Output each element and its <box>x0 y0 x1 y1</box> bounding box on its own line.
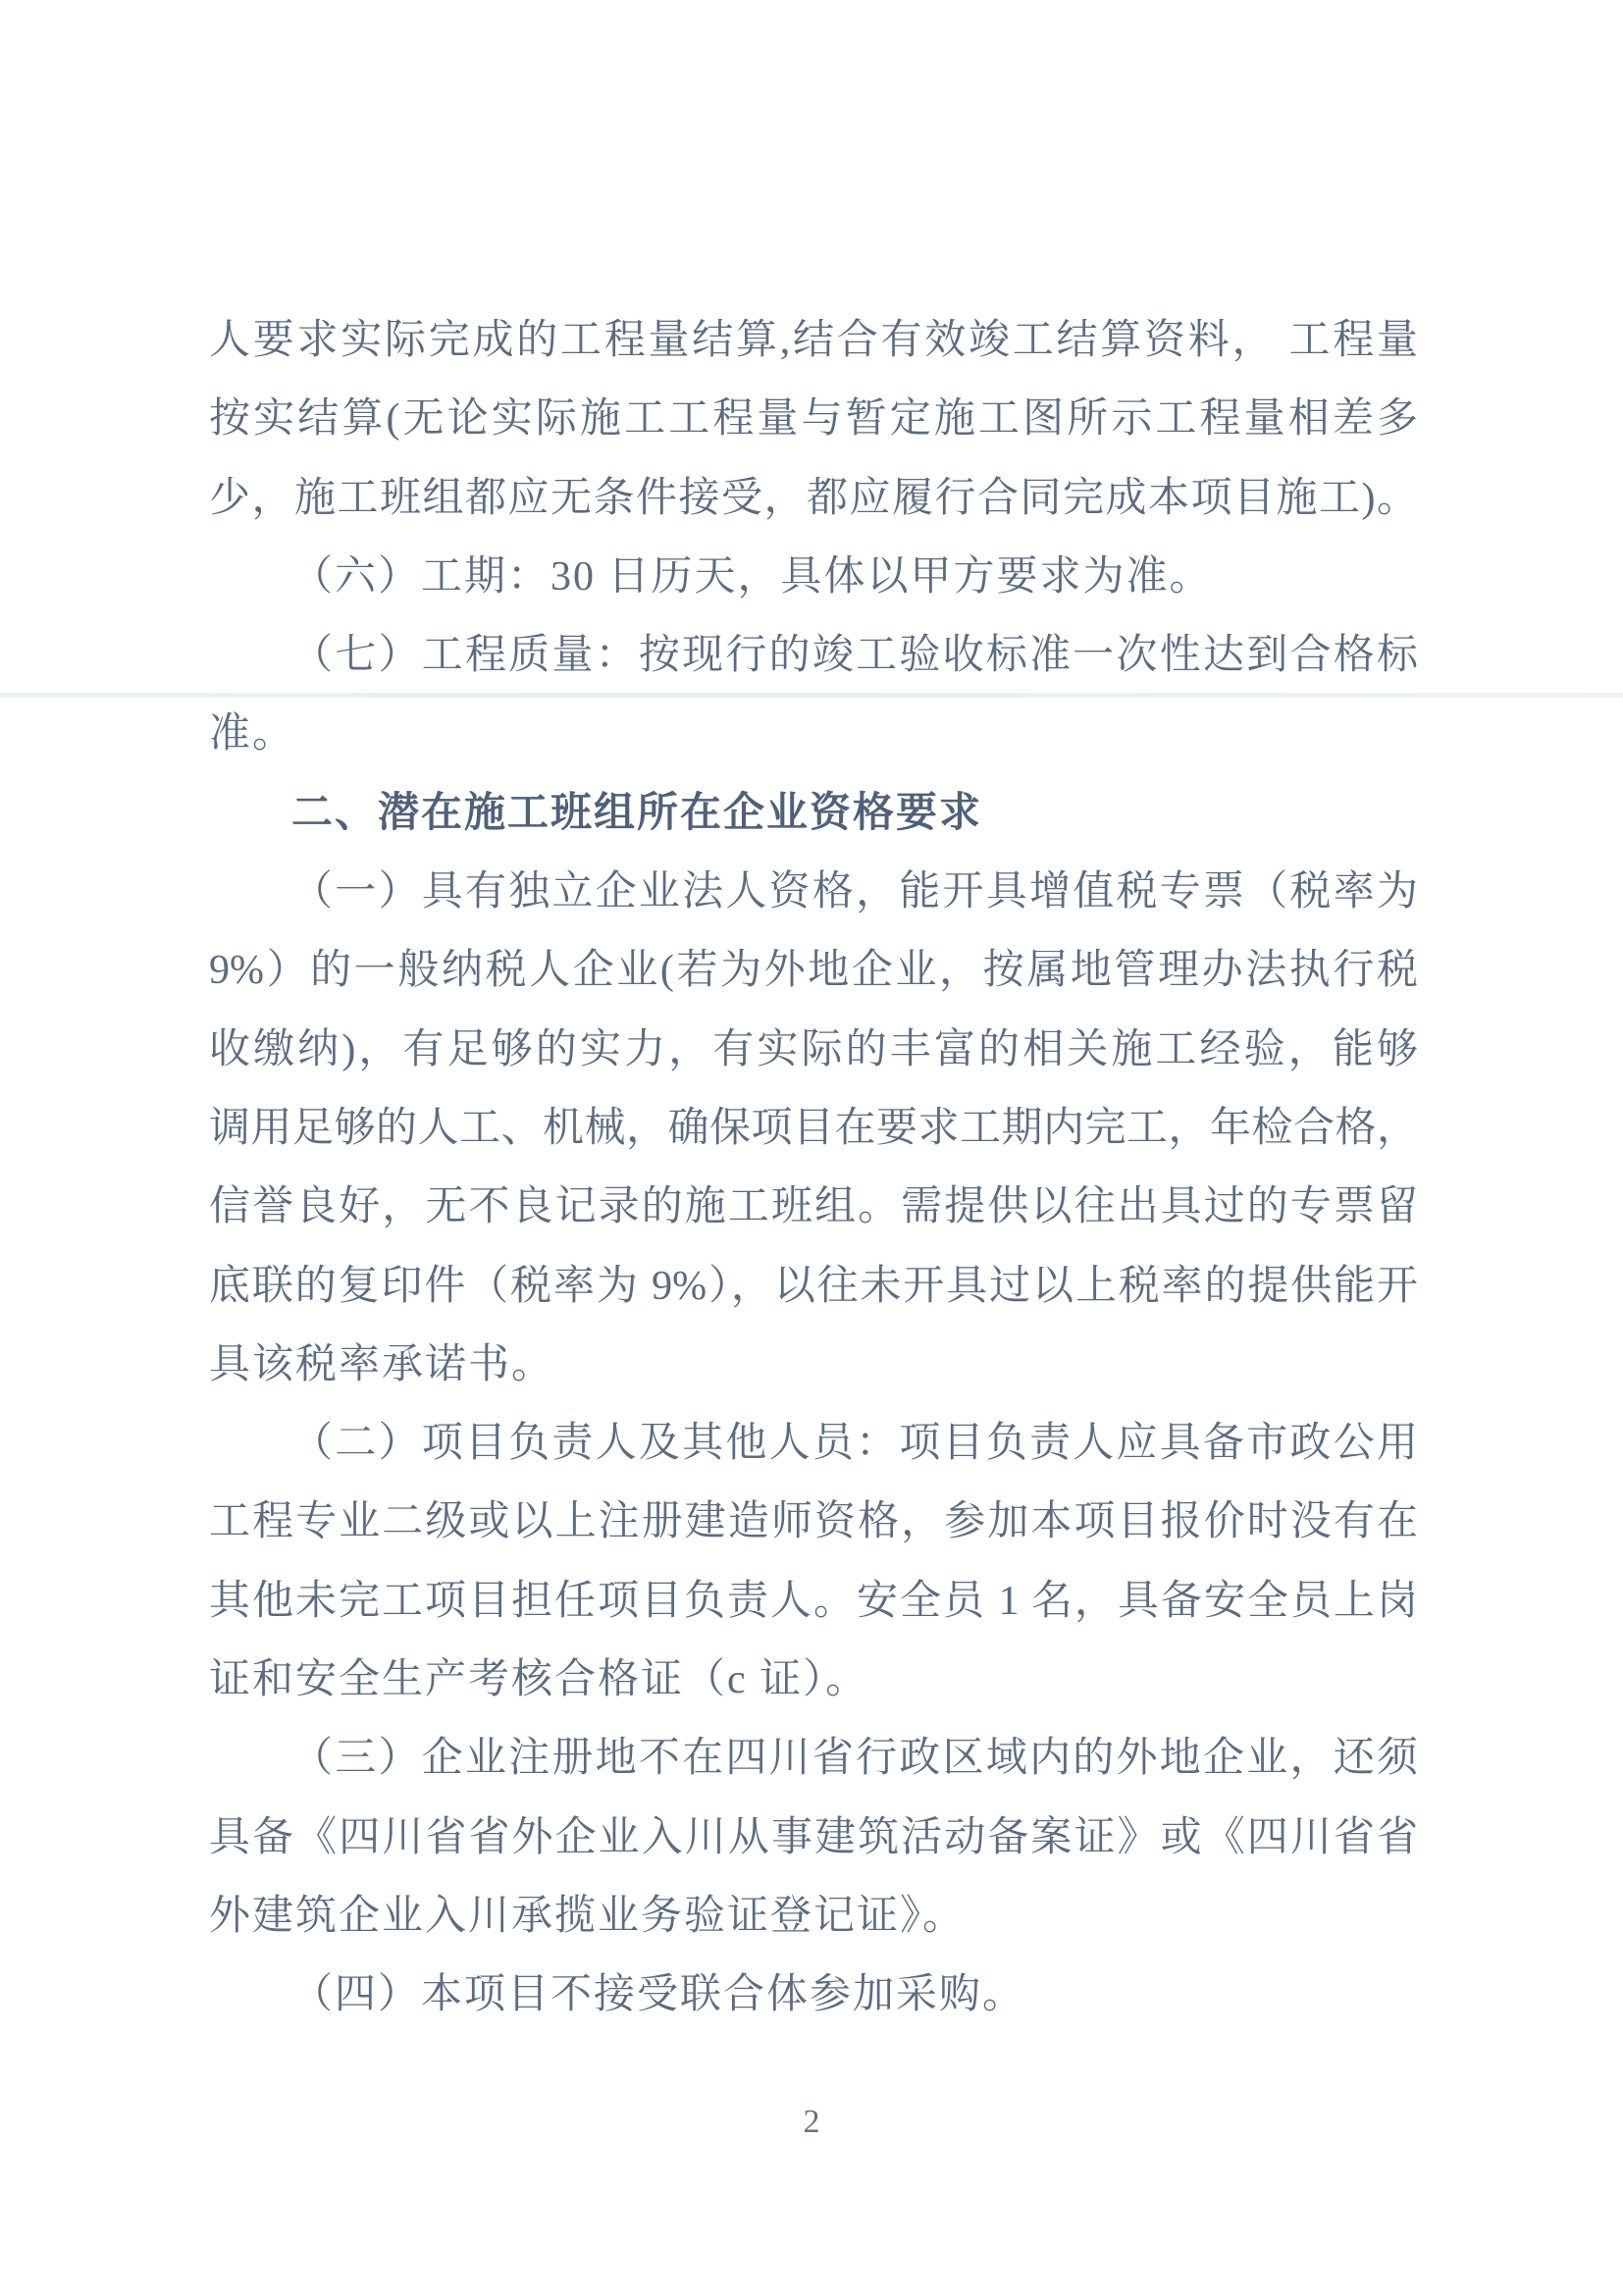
text-line: 工程专业二级或以上注册建造师资格，参加本项目报价时没有在 <box>209 1499 1418 1545</box>
text-line: （一）具有独立企业法人资格，能开具增值税专票（税率为 <box>291 869 1418 915</box>
text-line: 调用足够的人工、机械，确保项目在要求工期内完工，年检合格， <box>209 1105 1418 1151</box>
document-body <box>209 301 1418 2035</box>
text-line: 其他未完工项目担任项目负责人。安全员 1 名，具备安全员上岗 <box>209 1578 1418 1624</box>
text-line: 按实结算(无论实际施工工程量与暂定施工图所示工程量相差多 <box>209 396 1418 443</box>
text-line: （七）工程质量：按现行的竣工验收标准一次性达到合格标 <box>291 633 1418 679</box>
text-line: 人要求实际完成的工程量结算,结合有效竣工结算资料， 工程量 <box>209 318 1418 363</box>
text-line: （三）企业注册地不在四川省行政区域内的外地企业，还须 <box>291 1736 1418 1782</box>
text-line: 收缴纳)，有足够的实力，有实际的丰富的相关施工经验，能够 <box>209 1026 1418 1072</box>
section-heading: 二、潜在施工班组所在企业资格要求 <box>291 790 983 836</box>
text-line: 外建筑企业入川承揽业务验证登记证》。 <box>209 1893 967 1939</box>
text-line: （六）工期：30 日历天，具体以甲方要求为准。 <box>291 553 1213 600</box>
text-line: （四）本项目不接受联合体参加采购。 <box>291 1972 1026 2018</box>
page-number: 2 <box>803 2104 820 2140</box>
text-line: 具备《四川省省外企业入川从事建筑活动备案证》或《四川省省 <box>209 1814 1418 1860</box>
text-line: 底联的复印件（税率为 9%），以往未开具过以上税率的提供能开 <box>209 1263 1418 1309</box>
text-line: 9%）的一般纳税人企业(若为外地企业，按属地管理办法执行税 <box>209 948 1418 994</box>
text-line: 具该税率承诺书。 <box>209 1341 555 1387</box>
text-line: 证和安全生产考核合格证（c 证）。 <box>209 1657 869 1703</box>
text-line: 准。 <box>209 711 296 757</box>
text-line: （二）项目负责人及其他人员：项目负责人应具备市政公用 <box>291 1421 1418 1467</box>
text-line: 信誉良好，无不良记录的施工班组。需提供以往出具过的专票留 <box>209 1184 1418 1230</box>
text-line: 少，施工班组都应无条件接受，都应履行合同完成本项目施工)。 <box>209 475 1418 521</box>
